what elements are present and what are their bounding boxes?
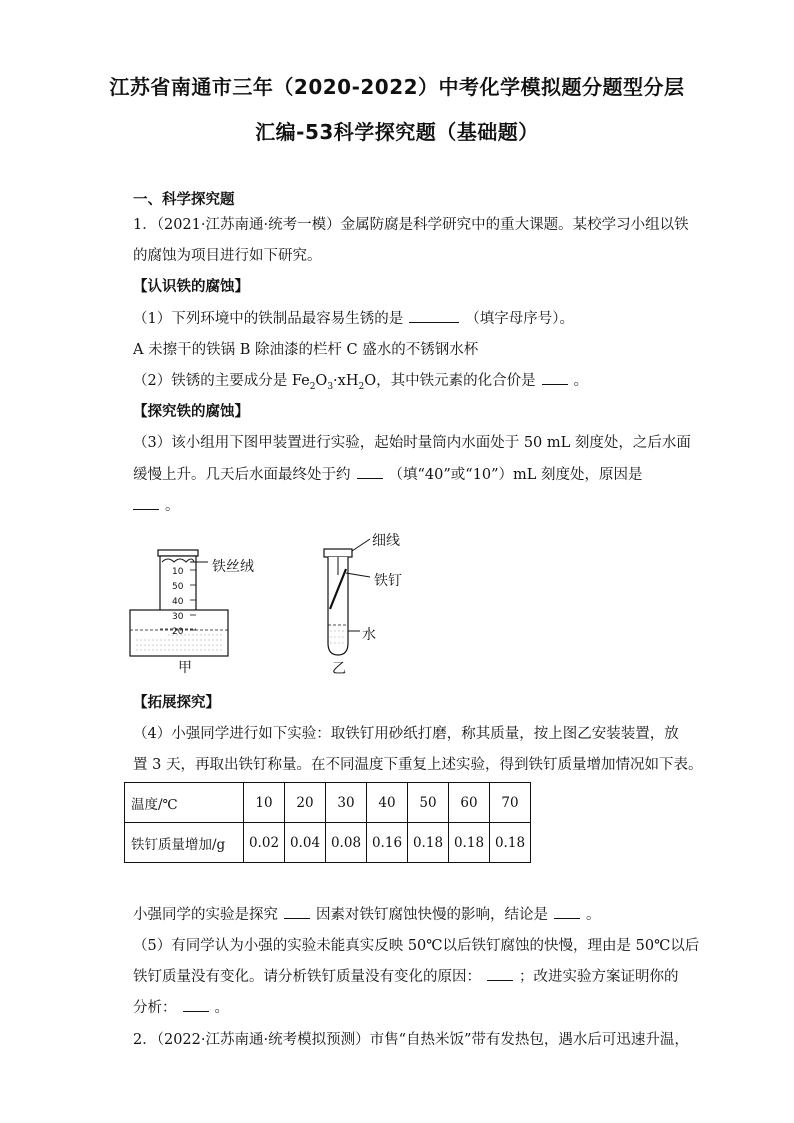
table-row-header: 铁钉质量增加/g	[125, 823, 244, 863]
q1-sub2	[133, 369, 588, 392]
table-cell: 40	[367, 783, 408, 823]
doc-title-line1: 江苏省南通市三年（2020-2022）中考化学模拟题分题型分层	[109, 75, 685, 99]
q1-sub5-line1: （5）有同学认为小强的实验未能真实反映 50℃以后铁钉腐蚀的快慢，理由是 50℃以后	[133, 938, 700, 954]
table-cell: 50	[408, 783, 449, 823]
q1-sub5-text-b: ；改进实验方案证明你的	[519, 969, 679, 985]
q1-options: A 未擦干的铁锅 B 除油漆的栏杆 C 盛水的不锈钢水杯	[133, 342, 479, 358]
leader-line	[346, 573, 370, 577]
label-steel-wool: 铁丝绒	[212, 559, 254, 575]
table-cell: 20	[285, 783, 326, 823]
q1-sub5-text-c: 分析：	[133, 1000, 177, 1016]
q1-sub4-conclusion	[133, 903, 601, 924]
q1-sub1-text-b: （填字母序号）。	[465, 311, 574, 327]
subscript: 3	[327, 381, 334, 392]
q1-sub1	[133, 307, 574, 328]
table-row-header: 温度/℃	[125, 783, 244, 823]
table-cell: 0.04	[285, 823, 326, 863]
tick-label: 50	[172, 582, 184, 592]
stopper	[324, 549, 352, 557]
label-jia: 甲	[178, 660, 192, 675]
q1-sub4-line1: （4）小强同学进行如下实验：取铁钉用砂纸打磨，称其质量，按上图乙安装装置，放	[133, 726, 679, 742]
part2-heading: 【探究铁的腐蚀】	[133, 404, 249, 420]
q1-sub4-concl-b: 因素对铁钉腐蚀快慢的影响，结论是	[316, 907, 548, 923]
q1-sub2-text-c: O，其中铁元素的化合价是	[364, 373, 536, 389]
table-cell: 30	[326, 783, 367, 823]
subscript: 2	[309, 381, 316, 392]
part3-heading: 【拓展探究】	[133, 695, 220, 711]
q2-line1: 2．（2022·江苏南通·统考模拟预测）市售“自热米饭”带有发热包，遇水后可迅速升温，	[133, 1032, 689, 1048]
q1-sub4-line2: 置 3 天，再取出铁钉称量。在不同温度下重复上述实验，得到铁钉质量增加情况如下表。	[133, 757, 703, 773]
q1-sub3-text-b: （填“40”或“10”）mL 刻度处，原因是	[388, 467, 643, 483]
q1-intro-line2: 的腐蚀为项目进行如下研究。	[133, 248, 322, 264]
table-cell: 0.02	[244, 823, 285, 863]
table-row	[125, 823, 531, 863]
table-row	[125, 783, 531, 823]
answer-blank[interactable]	[284, 906, 310, 919]
part1-heading: 【认识铁的腐蚀】	[133, 279, 249, 295]
data-table	[124, 782, 531, 863]
q1-sub4-concl-c: 。	[586, 907, 601, 923]
q1-intro-line1: 1．（2021·江苏南通·统考一模）金属防腐是科学研究中的重大课题。某校学习小组以铁	[133, 217, 689, 233]
tick-label: 10	[172, 567, 184, 577]
q1-sub3-text-c: 。	[165, 498, 180, 514]
q1-sub2-text-b: ·xH	[333, 373, 359, 389]
cylinder-base-top	[158, 550, 198, 556]
answer-blank[interactable]	[357, 466, 383, 479]
figure-yi	[310, 535, 380, 675]
subscript: 2	[358, 381, 365, 392]
doc-title-line2: 汇编-53科学探究题（基础题）	[255, 120, 539, 144]
table-cell: 10	[244, 783, 285, 823]
tick-label: 40	[172, 597, 184, 607]
answer-blank[interactable]	[487, 968, 513, 981]
q1-sub3-line2	[133, 463, 643, 484]
q1-sub5-text-a: 铁钉质量没有变化。请分析铁钉质量没有变化的原因：	[133, 969, 481, 985]
label-thread: 细线	[372, 533, 400, 549]
table-cell: 0.16	[367, 823, 408, 863]
tick-label: 20	[172, 627, 184, 637]
q1-sub2-text-d: 。	[573, 373, 589, 389]
answer-blank[interactable]	[542, 372, 568, 385]
q1-sub5-line2	[133, 965, 679, 986]
q1-sub2-mid: O	[315, 373, 328, 389]
tick-label: 30	[172, 612, 184, 622]
table-cell: 0.18	[490, 823, 531, 863]
answer-blank[interactable]	[409, 310, 459, 323]
table-cell: 0.18	[408, 823, 449, 863]
q1-sub3-line1: （3）该小组用下图甲装置进行实验，起始时量筒内水面处于 50 mL 刻度处，之后水面	[133, 435, 691, 451]
label-nail: 铁钉	[374, 573, 402, 589]
q1-sub1-text-a: （1）下列环境中的铁制品最容易生锈的是	[133, 311, 404, 327]
label-water: 水	[362, 627, 376, 643]
q1-sub2-text-a: （2）铁锈的主要成分是 Fe	[133, 373, 310, 389]
table-cell: 0.08	[326, 823, 367, 863]
q1-sub5-text-d: 。	[214, 1000, 229, 1016]
q1-sub3-line3	[133, 494, 180, 515]
q1-sub4-concl-a: 小强同学的实验是探究	[133, 907, 278, 923]
table-cell: 60	[449, 783, 490, 823]
answer-blank[interactable]	[183, 999, 209, 1012]
label-yi: 乙	[332, 661, 346, 675]
leader-line	[352, 539, 370, 551]
table-cell: 70	[490, 783, 531, 823]
answer-blank[interactable]	[133, 497, 159, 510]
answer-blank[interactable]	[554, 906, 580, 919]
q1-sub3-text-a: 缓慢上升。几天后水面最终处于约	[133, 467, 351, 483]
q1-sub5-line3	[133, 996, 229, 1017]
table-cell: 0.18	[449, 823, 490, 863]
section-heading: 一、科学探究题	[133, 192, 235, 208]
